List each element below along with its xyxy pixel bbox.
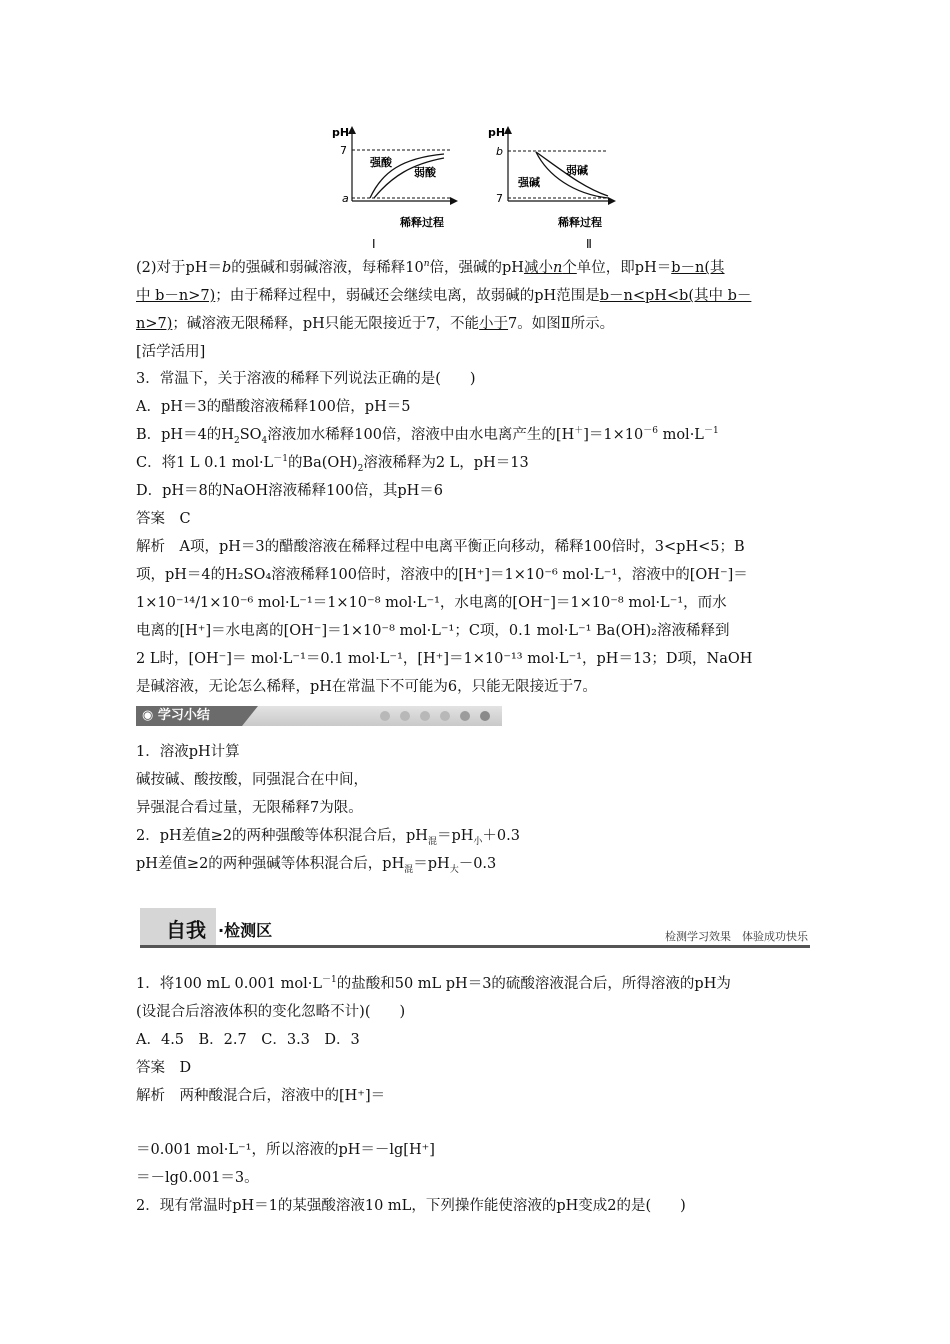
para2-line3: n>7)；碱溶液无限稀释，pH只能无限接近于7，不能小于7。如图Ⅱ所示。 bbox=[136, 316, 615, 332]
p1-explanation-2: ＝0.001 mol·L⁻¹，所以溶液的pH＝－lg[H⁺] bbox=[136, 1142, 435, 1158]
strong-acid-label: 强酸 bbox=[370, 156, 392, 169]
p1-explanation-3: ＝－lg0.001＝3。 bbox=[136, 1170, 259, 1186]
p1-stem-line2: (设混合后溶液体积的变化忽略不计)( ) bbox=[136, 1004, 406, 1020]
summary-banner bbox=[136, 706, 502, 726]
y-tick-7: 7 bbox=[496, 192, 503, 205]
section-title-big: 自我 bbox=[166, 918, 206, 942]
figure-caption: Ⅱ bbox=[586, 237, 592, 251]
q3-option-b: B．pH＝4的$H_2SO_4$溶液加水稀释100倍，溶液中由水电离产生的$[H^+]=1\times 10^{-6}$ $mol\cdot L^{-1}$ bbox=[136, 426, 719, 446]
x-axis-label: 稀释过程 bbox=[400, 216, 444, 229]
dot-icon bbox=[400, 711, 410, 721]
figure-i bbox=[326, 124, 466, 252]
q3-answer: 答案 C bbox=[136, 511, 191, 527]
y-axis-label: pH bbox=[332, 126, 350, 139]
y-tick-a: a bbox=[342, 192, 349, 205]
section-tagline: 检测学习效果 体验成功快乐 bbox=[665, 930, 808, 943]
strong-base-label: 强碱 bbox=[518, 176, 540, 189]
summary-rhyme-2: 异强混合看过量，无限稀释7为限。 bbox=[136, 800, 363, 816]
weak-base-label: 弱碱 bbox=[566, 164, 588, 177]
summary-banner-label: ◉ 学习小结 bbox=[136, 706, 242, 726]
section-rule bbox=[140, 945, 810, 948]
dot-icon bbox=[420, 711, 430, 721]
q3-explanation-1: 解析 A项，pH＝3的醋酸溶液在稀释过程中电离平衡正向移动，稀释100倍时，3<pH<5；B bbox=[136, 539, 745, 555]
dot-icon bbox=[460, 711, 470, 721]
banner-divider-shape bbox=[242, 706, 258, 726]
q3-explanation-5: 2 L时，[OH⁻]＝ mol·L⁻¹＝0.1 mol·L⁻¹，[H⁺]＝1×10⁻¹³ mol·L⁻¹，pH＝13；D项，NaOH bbox=[136, 651, 753, 667]
summary-item-1: 1．溶液pH计算 bbox=[136, 744, 240, 760]
q3-stem: 3．常温下，关于溶液的稀释下列说法正确的是( ) bbox=[136, 371, 476, 387]
p1-explanation-1: 解析 两种酸混合后，溶液中的[H⁺]＝ bbox=[136, 1088, 386, 1104]
summary-rhyme-1: 碱按碱、酸按酸，同强混合在中间， bbox=[136, 772, 368, 788]
para2-line2: 中 b－n>7)；由于稀释过程中，弱碱还会继续电离，故弱碱的pH范围是b－n<pH<b(其中 b－ bbox=[136, 288, 752, 304]
section-title-small: ·检测区 bbox=[218, 921, 273, 940]
summary-item-2: 2．pH差值≥2的两种强酸等体积混合后，$pH_混=pH_小+0.3$ bbox=[136, 828, 520, 847]
y-tick-b: b bbox=[496, 145, 503, 158]
q3-option-d: D．pH＝8的NaOH溶液稀释100倍，其pH＝6 bbox=[136, 483, 443, 499]
x-axis-label: 稀释过程 bbox=[558, 216, 602, 229]
figure-ii bbox=[484, 124, 624, 252]
summary-item-3: pH差值≥2的两种强碱等体积混合后，$pH_混=pH_大-0.3$ bbox=[136, 856, 497, 875]
weak-acid-label: 弱酸 bbox=[414, 166, 436, 179]
q3-explanation-6: 是碱溶液，无论怎么稀释，pH在常温下不可能为6，只能无限接近于7。 bbox=[136, 679, 597, 695]
para2-line1: (2)对于pH＝b的强碱和弱碱溶液，每稀释10$^n$倍，强碱的pH减小n个单位，即pH＝b－n(其 bbox=[136, 259, 725, 276]
p1-stem-line1: 1．将100 mL 0.001 $mol\cdot L^{-1}$的盐酸和50 mL pH＝3的硫酸溶液混合后，所得溶液的pH为 bbox=[136, 975, 731, 992]
huoxue-heading: [活学活用] bbox=[136, 344, 206, 360]
dot-icon bbox=[480, 711, 490, 721]
dot-icon bbox=[440, 711, 450, 721]
q3-explanation-4: 电离的[H⁺]＝水电离的[OH⁻]＝1×10⁻⁸ mol·L⁻¹；C项，0.1 mol·L⁻¹ Ba(OH)₂溶液稀释到 bbox=[136, 623, 730, 639]
figure-caption: Ⅰ bbox=[372, 237, 376, 251]
p1-options: A．4.5 B．2.7 C．3.3 D．3 bbox=[136, 1032, 360, 1048]
y-axis-label: pH bbox=[488, 126, 506, 139]
dot-icon bbox=[380, 711, 390, 721]
q3-option-c: C．将1 L 0.1 $mol\cdot L^{-1}$的$Ba(OH)_2$溶液稀释为2 L，pH＝13 bbox=[136, 454, 529, 474]
q3-explanation-2: 项，pH＝4的H₂SO₄溶液稀释100倍时，溶液中的[H⁺]＝1×10⁻⁶ mol·L⁻¹，溶液中的[OH⁻]＝ bbox=[136, 567, 748, 583]
q3-option-a: A．pH＝3的醋酸溶液稀释100倍，pH＝5 bbox=[136, 399, 411, 415]
q3-explanation-3: 1×10⁻¹⁴/1×10⁻⁶ mol·L⁻¹＝1×10⁻⁸ mol·L⁻¹，水电离的[OH⁻]＝1×10⁻⁸ mol·L⁻¹，而水 bbox=[136, 595, 727, 611]
p2-stem: 2．现有常温时pH＝1的某强酸溶液10 mL，下列操作能使溶液的pH变成2的是( ) bbox=[136, 1198, 686, 1214]
self-check-section-header bbox=[140, 908, 810, 948]
y-tick-7: 7 bbox=[340, 144, 347, 157]
p1-answer: 答案 D bbox=[136, 1060, 192, 1076]
